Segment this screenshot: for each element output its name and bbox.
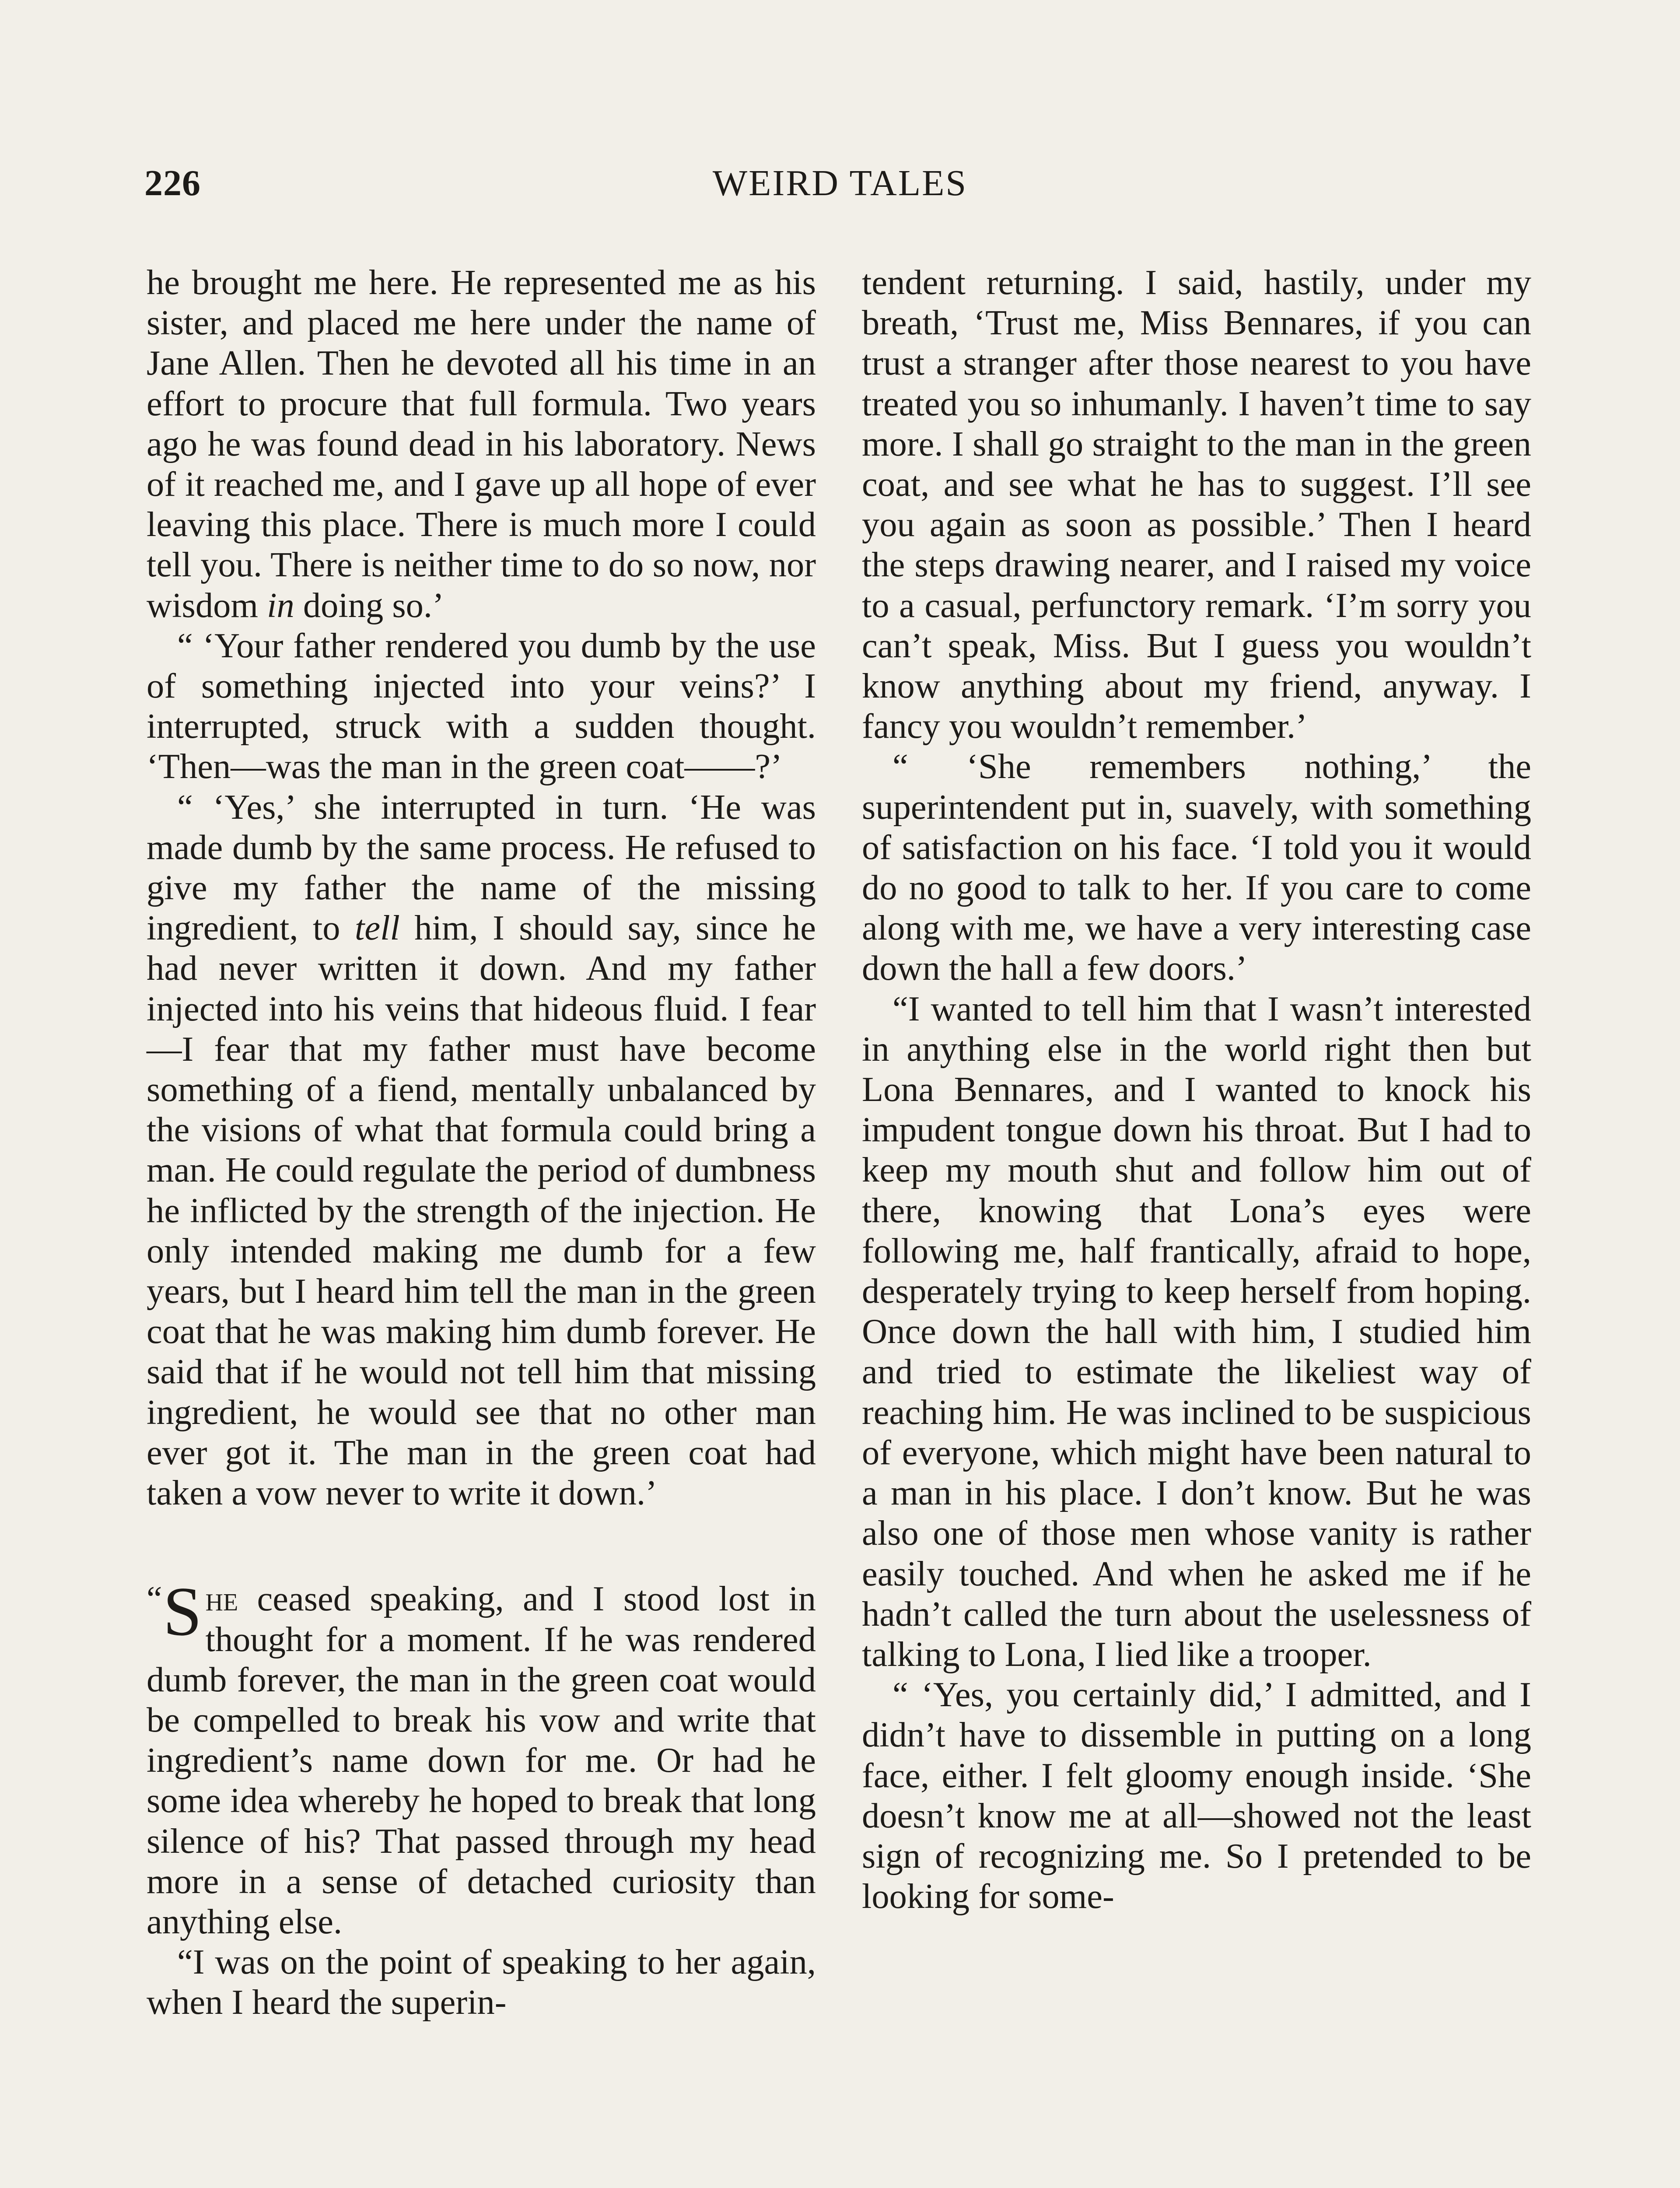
- page-header: [144, 162, 1536, 214]
- emphasis-text: in: [267, 586, 294, 625]
- paragraph-text: doing so.’: [294, 586, 444, 625]
- section-opening-paragraph: [147, 1572, 816, 1942]
- opening-quote-mark: “: [147, 1580, 162, 1619]
- paragraph: “I wanted to tell him that I wasn’t interested in anything else in the world right then but Lona Bennares, and I wanted to knock his impudent tongue down his throat. But I had to keep my mouth shut and follow him out of there, knowing that Lona’s eyes were following me, half frantically, afraid to hope, desperately trying to keep herself from hoping. Once down the hall with him, I studied him and tried to estimate the likeliest way of reaching him. He was inclined to be suspicious of everyone, which might have been natural to a man in his place. I don’t know. But he was also one of those men whose vanity is rather easily touched. And when he asked me if he hadn’t called the turn about the uselessness of talking to Lona, I lied like a trooper.: [862, 989, 1531, 1674]
- drop-cap: S: [163, 1572, 202, 1651]
- paragraph: “ ‘Your father rendered you dumb by the use of something injected into your veins?’ I interrupted, struck with a sudden thought. ‘Then—was the man in the green coat——?’: [147, 626, 816, 786]
- right-column: [862, 263, 1531, 1917]
- paragraph: “I was on the point of speaking to her again, when I heard the superin-: [147, 1943, 816, 2022]
- small-caps-text: he: [205, 1579, 238, 1619]
- paragraph-text: ceased speaking, and I stood lost in thought for a moment. If he was rendered dumb forever, the man in the green coat would be compelled to break his vow and write that ingredient’s name down for me. Or had he some idea whereby he hoped to break that long silence of his? That passed through my head more in a sense of detached curiosity than anything else.: [147, 1579, 816, 1941]
- paragraph: [147, 787, 816, 1514]
- paragraph-text: him, I should say, since he had never written it down. And my father injected into his veins that hideous fluid. I fear—I fear that my father must have become something of a fiend, mentally unbalanced by the visions of what that formula could bring a man. He could regulate the period of dumbness he inflicted by the strength of the injection. He only intended making me dumb for a few years, but I heard him tell the man in the green coat that he was making him dumb forever. He said that if he would not tell him that missing ingredient, he would see that no other man ever got it. The man in the green coat had taken a vow never to write it down.’: [147, 908, 816, 1513]
- left-column: [147, 263, 816, 2023]
- running-title: WEIRD TALES: [712, 163, 968, 203]
- paragraph-text: “ ‘Yes,’ she interrupted in turn. ‘He was made dumb by the same process. He refused to give my father the name of the missing ingredient, to: [147, 787, 816, 948]
- paragraph: [147, 263, 816, 626]
- emphasis-text: tell: [355, 908, 400, 948]
- page-number: 226: [144, 163, 201, 203]
- paragraph: “ ‘She remembers nothing,’ the superintendent put in, suavely, with something of satisfaction on his face. ‘I told you it would do no good to talk to her. If you care to come along with me, we have a very interesting case down the hall a few doors.’: [862, 747, 1531, 988]
- paragraph: tendent returning. I said, hastily, under my breath, ‘Trust me, Miss Bennares, if you can trust a stranger after those nearest to you have treated you so inhumanly. I haven’t time to say more. I shall go straight to the man in the green coat, and see what he has to suggest. I’ll see you again as soon as possible.’ Then I heard the steps drawing nearer, and I raised my voice to a casual, perfunctory remark. ‘I’m sorry you can’t speak, Miss. But I guess you wouldn’t know anything about my friend, anyway. I fancy you wouldn’t remember.’: [862, 263, 1531, 746]
- paragraph-text: he brought me here. He represented me as his sister, and placed me here under the name of Jane Allen. Then he devoted all his time in an effort to procure that full formula. Two years ago he was found dead in his laboratory. News of it reached me, and I gave up all hope of ever leaving this place. There is much more I could tell you. There is neither time to do so now, nor wisdom: [147, 263, 816, 625]
- paragraph: “ ‘Yes, you certainly did,’ I admitted, and I didn’t have to dissemble in putting on a long face, either. I felt gloomy enough inside. ‘She doesn’t know me at all—showed not the least sign of recognizing me. So I pretended to be looking for some-: [862, 1675, 1531, 1916]
